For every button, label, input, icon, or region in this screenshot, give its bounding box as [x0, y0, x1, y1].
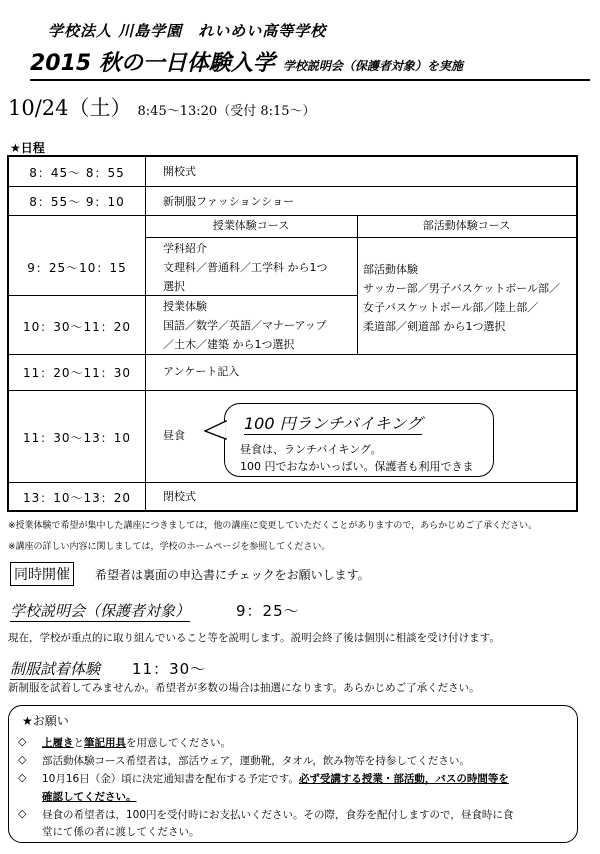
table-row-time: 8：55〜 9：10: [29, 195, 125, 209]
table-row-time: 9：25〜10：15: [27, 261, 127, 275]
bubble-pointer: [204, 420, 228, 440]
bullet-diamond: ◇: [18, 807, 27, 820]
table-row-time: 13：10〜13：20: [22, 491, 132, 505]
table-row-time: 11：20〜11：30: [22, 366, 132, 380]
class-line: 文理科／普通科／工学科 から1つ: [163, 261, 328, 274]
table-row-time: 8：45〜 8：55: [29, 166, 125, 180]
class-line: ／土木／建築 から1つ選択: [163, 338, 295, 351]
event-date-detail: 8:45〜13:20（受付 8:15〜）: [137, 104, 316, 119]
request-item: 10月16日（金）頃に決定通知書を配布する予定です。必ず受講する授業・部活動，バスの時間等を: [42, 773, 509, 785]
lunch-line: 昼食は、ランチバイキング。: [240, 443, 382, 456]
course-header-class: 授業体験コース: [212, 219, 290, 232]
course-header-club: 部活動体験コース: [422, 219, 511, 232]
briefing-title: 学校説明会（保護者対象）: [10, 602, 191, 620]
event-date-main: 10/24（土）: [8, 96, 132, 120]
lunch-title: 100 円ランチバイキング: [244, 411, 422, 435]
class-line: 選択: [163, 280, 185, 293]
note-line: ※授業体験で希望が集中した講座につきましては，他の講座に変更していただくことがありますので，あらかじめご了承ください。: [8, 521, 538, 531]
table-divider: [145, 157, 146, 510]
table-divider: [9, 215, 576, 216]
table-row-content: 新制服ファッションショー: [163, 195, 295, 208]
lunch-line: 100 円でおなかいっぱい。保護者も利用できま: [240, 460, 474, 473]
club-line: 女子バスケットボール部／陸上部／: [363, 301, 539, 314]
table-divider: [357, 215, 358, 354]
bullet-diamond: ◇: [18, 735, 27, 748]
lunch-text: [240, 441, 474, 475]
request-item: 上履きと筆記用具を用意してください。: [42, 737, 231, 749]
bullet-diamond: ◇: [18, 771, 27, 784]
uniform-time: 11：30〜: [132, 660, 207, 678]
schedule-label: ★日程: [10, 141, 45, 155]
table-row-time: 11：30〜13：10: [22, 431, 132, 445]
table-divider: [9, 354, 576, 355]
uniform-desc: 新制服を試着してみませんか。希望者が多数の場合は抽選になります。あらかじめご了承ください。: [8, 682, 480, 694]
class-line: 授業体験: [163, 300, 207, 313]
club-line: 柔道部／剣道部 から1つ選択: [363, 320, 506, 333]
concurrent-label: 同時開催: [10, 562, 74, 586]
bullet-diamond: ◇: [18, 753, 27, 766]
club-line: サッカー部／男子バスケットボール部／: [363, 282, 561, 295]
table-divider: [9, 482, 576, 483]
table-divider: [9, 186, 576, 187]
event-title: [30, 46, 590, 81]
request-item: 確認してください。: [42, 791, 137, 803]
class-line: 学科紹介: [163, 242, 207, 255]
note-line: ※講座の詳しい内容に関しましては，学校のホームページを参照してください。: [8, 542, 331, 552]
table-row-content: 開校式: [163, 165, 196, 178]
briefing-time: 9：25〜: [236, 602, 300, 620]
event-title-sub: 学校説明会（保護者対象）を実施: [282, 59, 463, 73]
table-divider: [9, 390, 576, 391]
table-row-time: 10：30〜11：20: [22, 320, 132, 334]
request-item: 部活動体験コース希望者は，部活ウェア，運動靴，タオル，飲み物等を持参してください。: [42, 755, 470, 767]
table-row-content: アンケート記入: [163, 365, 240, 378]
uniform-title: 制服試着体験: [10, 660, 101, 678]
event-title-main: 2015 秋の一日体験入学: [30, 51, 275, 76]
school-name: 学校法人 川島学園 れいめい高等学校: [48, 22, 327, 40]
table-row-content: 昼食: [163, 429, 185, 442]
concurrent-text: 希望者は裏面の申込書にチェックをお願いします。: [95, 568, 370, 582]
table-divider: [145, 237, 576, 238]
table-row-content: 閉校式: [163, 490, 196, 503]
request-item: 堂にて係の者に渡してください。: [42, 826, 200, 838]
requests-title: ★お願い: [22, 714, 69, 728]
event-date: [8, 92, 316, 122]
class-line: 国語／数学／英語／マナーアップ: [163, 319, 327, 332]
club-line: 部活動体験: [363, 263, 418, 276]
request-item: 昼食の希望者は，100円を受付時にお支払いください。その際，食券を配付しますので，昼食時に食: [42, 809, 514, 821]
briefing-desc: 現在，学校が重点的に取り組んでいること等を説明します。説明会終了後は個別に相談を受け付けます。: [8, 632, 500, 644]
